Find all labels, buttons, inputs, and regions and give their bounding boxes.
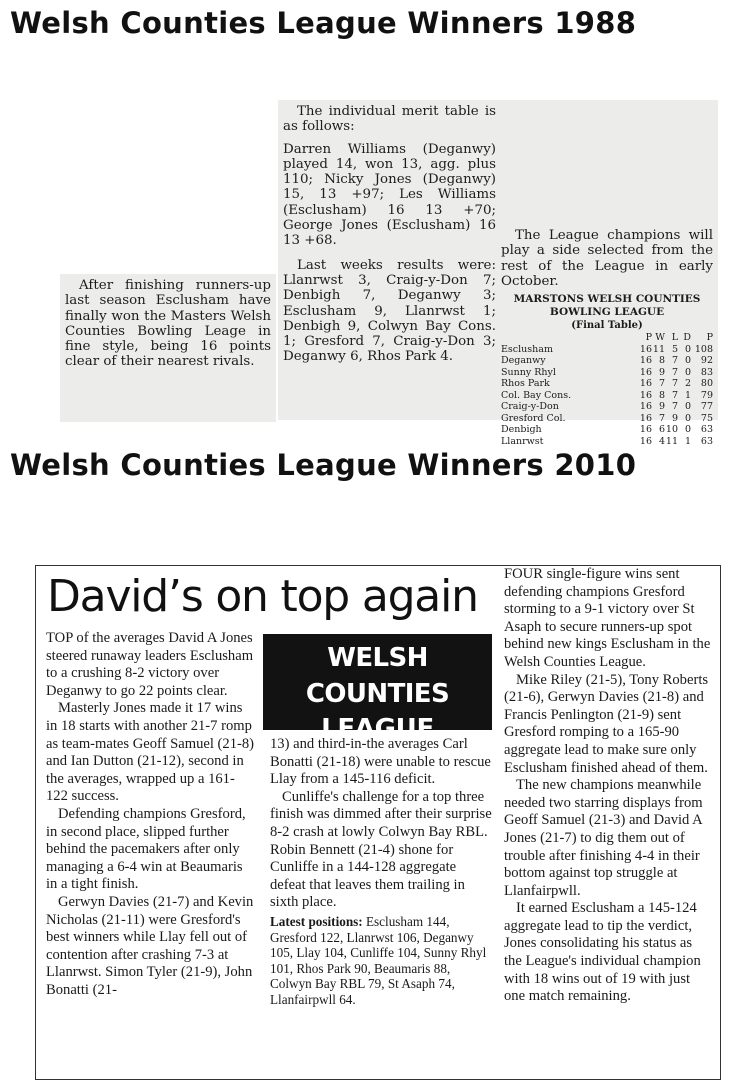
- cell-lost: 11: [665, 435, 678, 447]
- latest-positions-list: Esclusham 144, Gresford 122, Llanrwst 106, Deganwy 105, Llay 104, Cunliffe 104, Sunny Rhyl 101, Rhos Park 90, Beaumaris 88, Colwyn Bay RBL 79, St Asaph 74, Llanfairpwll 64.: [270, 913, 487, 1007]
- column-3: [504, 566, 712, 1006]
- heading-2010: Welsh Counties League Winners 2010: [10, 448, 637, 482]
- col-header-won: W: [655, 332, 665, 344]
- cell-points: 75: [700, 412, 713, 424]
- cell-won: 9: [658, 366, 665, 378]
- cell-team-name: Craig-y-Don: [501, 401, 559, 413]
- table-header-row: [501, 332, 713, 344]
- table-row: [501, 413, 713, 425]
- column-1: [46, 630, 256, 999]
- cell-drawn: 1: [684, 435, 691, 447]
- column-2: [270, 736, 494, 1008]
- cell-drawn: 0: [684, 412, 691, 424]
- table-row: [501, 401, 713, 413]
- table-title: MARSTONS WELSH COUNTIES BOWLING LEAGUE: [513, 293, 701, 319]
- cell-drawn: 0: [684, 355, 691, 367]
- col2-paragraph-2: Cunliffe's challenge for a top three finish was dimmed after their surprise 8-2 crash at lowly Colwyn Bay RBL. Robin Bennett (21-4) shone for Cunliffe in a 144-128 aggregate defeat that leaves them trailing in sixth place.: [270, 788, 492, 911]
- cell-won: 6: [658, 424, 665, 436]
- col1-paragraph-3: Defending champions Gresford, in second place, slipped further behind the pacemakers after only managing a 6-4 win at Beaumaris in a tight finish.: [46, 805, 246, 893]
- cell-points: 63: [700, 435, 713, 447]
- col1-paragraph-4: Gerwyn Davies (21-7) and Kevin Nicholas (21-11) were Gresford's best winners while Llay fell out of contention after crashing 7-3 at Llanrwst. Simon Tyler (21-9), John Bonatti (21-: [46, 893, 254, 998]
- cell-lost: 7: [671, 378, 678, 390]
- table-row: [501, 355, 713, 367]
- league-table: [501, 332, 713, 447]
- heading-1988: Welsh Counties League Winners 1988: [10, 6, 637, 40]
- cell-points: 92: [700, 355, 713, 367]
- col-header-played: P: [645, 332, 652, 344]
- cell-played: 16: [639, 424, 652, 436]
- table-row: [501, 367, 713, 379]
- champions-note: The League champions will play a side selected from the rest of the League in early October.: [501, 228, 713, 289]
- intro-paragraph: After finishing runners-up last season Esclusham have finally won the Masters Welsh Counties Bowling Leage in fine style, being 16 points clear of their nearest rivals.: [65, 278, 271, 370]
- col3-paragraph-1: FOUR single-figure wins sent defending champions Gresford storming to a 9-1 victory over St Asaph to secure runners-up spot behind new kings Esclusham in the Welsh Counties League.: [504, 566, 711, 670]
- col3-paragraph-4: It earned Esclusham a 145-124 aggregate lead to tip the verdict, Jones consolidating his status as the League's individual champion with 18 wins out of 19 with just one match remaining.: [504, 900, 701, 1005]
- table-subtitle: (Final Table): [571, 320, 643, 332]
- cell-points: 63: [700, 424, 713, 436]
- cell-lost: 7: [671, 401, 678, 413]
- cell-team-name: Sunny Rhyl: [501, 366, 556, 378]
- cell-team-name: Col. Bay Cons.: [501, 389, 572, 401]
- cell-drawn: 0: [684, 343, 691, 355]
- cell-points: 77: [700, 401, 713, 413]
- clipping-1988-table: [496, 100, 718, 447]
- cell-played: 16: [639, 343, 652, 355]
- cell-lost: 7: [671, 389, 678, 401]
- table-row: [501, 436, 713, 448]
- cell-drawn: 2: [684, 378, 691, 390]
- headline: David’s on top again: [47, 571, 478, 622]
- logo-line-1: WELSH COUNTIES: [305, 643, 450, 709]
- table-body: [501, 344, 713, 448]
- welsh-counties-league-logo: [263, 634, 492, 744]
- cell-played: 16: [639, 435, 652, 447]
- logo-line-2: LEAGUE: [321, 714, 434, 744]
- cell-won: 7: [658, 378, 665, 390]
- cell-lost: 5: [671, 343, 678, 355]
- merit-list: Darren Williams (Deganwy) played 14, won 13, agg. plus 110; Nicky Jones (Deganwy) 15, 13 +97; Les Williams (Esclusham) 16 13 +70; George Jones (Esclusham) 16 13 +68.: [283, 141, 496, 249]
- table-row: [501, 344, 713, 356]
- cell-lost: 9: [671, 412, 678, 424]
- cell-won: 9: [658, 401, 665, 413]
- cell-played: 16: [639, 389, 652, 401]
- col1-paragraph-2: Masterly Jones made it 17 wins in 18 starts with another 21-7 romp as team-mates Geoff Samuel (21-8) and Ian Dutton (21-12), second in the averages, wrapped up a 161-122 success.: [46, 700, 255, 805]
- last-week-results: Last weeks results were: Llanrwst 3, Craig-y-Don 7; Denbigh 7, Deganwy 3; Esclusham 9, Llanrwst 1; Denbigh 9, Colwyn Bay Cons. 1; Gresford 7, Craig-y-Don 3; Deganwy 6, Rhos Park 4.: [283, 257, 496, 365]
- table-row: [501, 378, 713, 390]
- col3-paragraph-3: The new champions meanwhile needed two starring displays from Geoff Samuel (21-3) and David A Jones (21-7) to dig them out of trouble after finishing 4-4 in their bottom against top struggle at Llanfairpwll.: [504, 777, 703, 899]
- col-header-drawn: D: [683, 332, 691, 344]
- col-header-points: P: [706, 332, 713, 344]
- cell-won: 4: [658, 435, 665, 447]
- cell-lost: 10: [665, 424, 678, 436]
- cell-drawn: 1: [684, 389, 691, 401]
- cell-points: 83: [700, 366, 713, 378]
- cell-lost: 7: [671, 366, 678, 378]
- latest-positions: [270, 914, 494, 1008]
- cell-played: 16: [639, 355, 652, 367]
- cell-team-name: Llanrwst: [501, 435, 544, 447]
- cell-played: 16: [639, 412, 652, 424]
- cell-won: 11: [652, 343, 665, 355]
- table-row: [501, 390, 713, 402]
- cell-points: 79: [700, 389, 713, 401]
- cell-drawn: 0: [684, 366, 691, 378]
- table-row: [501, 424, 713, 436]
- cell-won: 8: [658, 389, 665, 401]
- cell-lost: 7: [671, 355, 678, 367]
- col-header-lost: L: [671, 332, 678, 344]
- cell-played: 16: [639, 366, 652, 378]
- cell-team-name: Gresford Col.: [501, 412, 566, 424]
- cell-won: 7: [658, 412, 665, 424]
- cell-points: 108: [694, 343, 713, 355]
- cell-team-name: Rhos Park: [501, 378, 550, 390]
- cell-team-name: Esclusham: [501, 343, 553, 355]
- col3-paragraph-2: Mike Riley (21-5), Tony Roberts (21-6), Gerwyn Davies (21-8) and Francis Penlington (21-9) sent Gresford romping to a 165-90 aggregate lead to make sure only Esclusham finished ahead of them.: [504, 671, 709, 776]
- col2-paragraph-1: 13) and third-in-the averages Carl Bonatti (21-18) were unable to rescue Llay from a 145-116 deficit.: [270, 736, 491, 788]
- cell-won: 8: [658, 355, 665, 367]
- clipping-1988-intro: [60, 274, 276, 422]
- cell-team-name: Denbigh: [501, 424, 542, 436]
- cell-played: 16: [639, 378, 652, 390]
- cell-drawn: 0: [684, 401, 691, 413]
- cell-points: 80: [700, 378, 713, 390]
- latest-positions-label: Latest positions:: [270, 913, 363, 929]
- cell-played: 16: [639, 401, 652, 413]
- cell-drawn: 0: [684, 424, 691, 436]
- cell-team-name: Deganwy: [501, 355, 546, 367]
- col1-paragraph-1: TOP of the averages David A Jones steered runaway leaders Esclusham to a crushing 8-2 victory over Deganwy to go 22 points clear.: [46, 630, 254, 699]
- clipping-1988-merit: [278, 100, 501, 420]
- merit-intro: The individual merit table is as follows:: [283, 104, 496, 135]
